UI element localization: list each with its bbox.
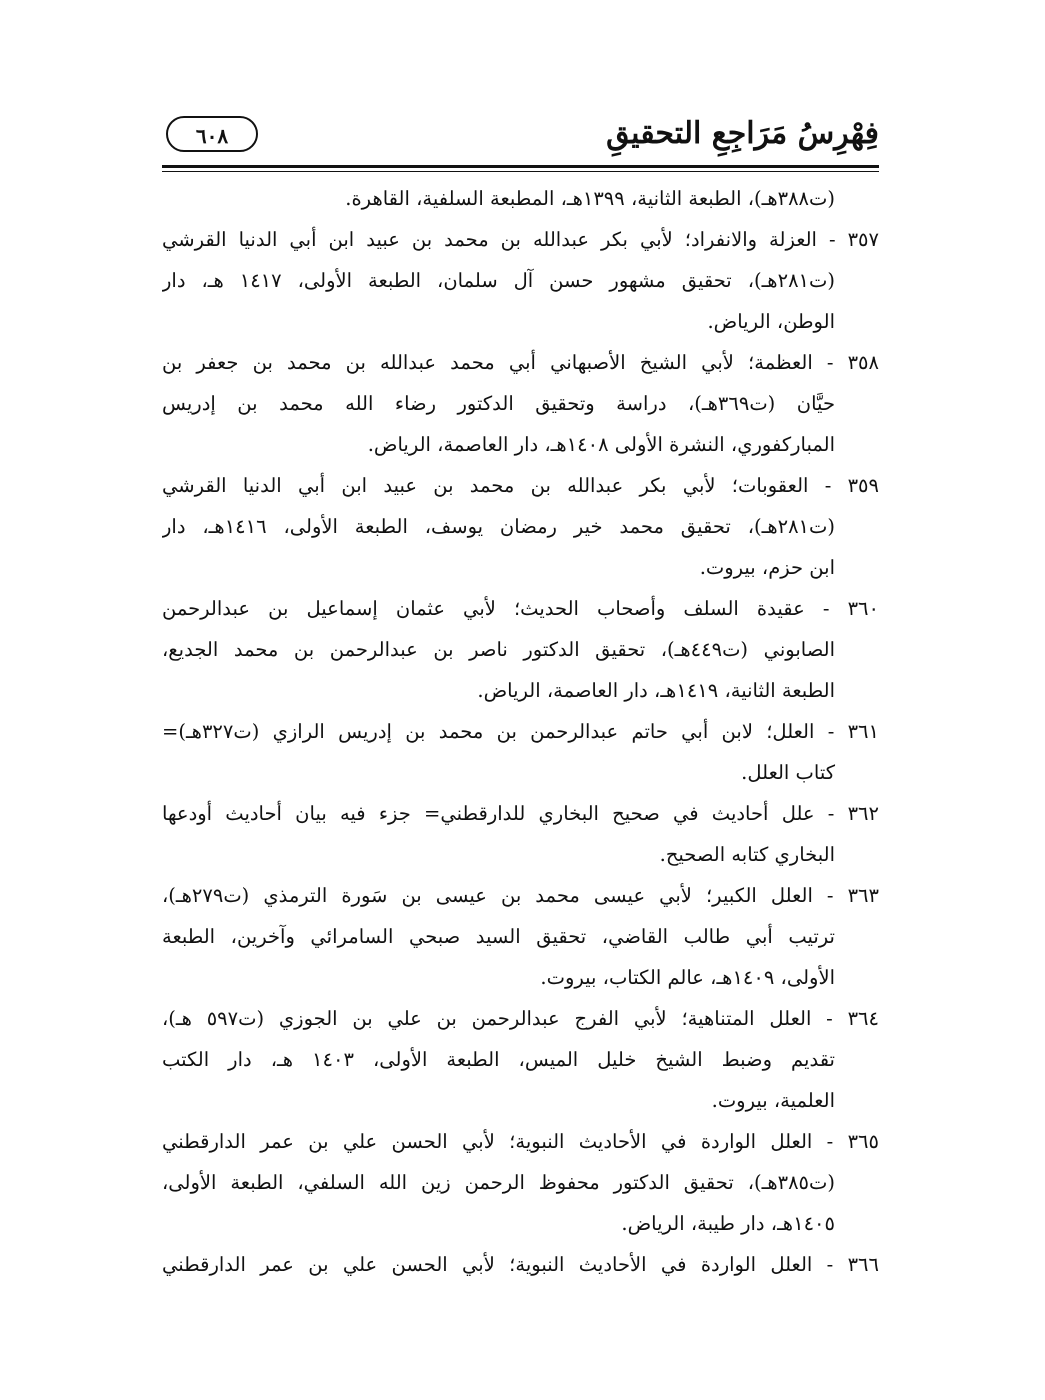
- header-rule-thin: [162, 171, 879, 172]
- header-rule-thick: [162, 165, 879, 168]
- entry-first-line: ٣٥٧ - العزلة والانفراد؛ لأبي بكر عبدالله بن محمد بن عبيد ابن أبي الدنيا القرشي: [162, 228, 879, 251]
- entry-first-line: ٣٥٨ - العظمة؛ لأبي الشيخ الأصبهاني أبي محمد عبدالله بن محمد بن جعفر بن: [162, 351, 879, 374]
- entry-continuation-line: ترتيب أبي طالب القاضي، تحقيق السيد صبحي السامرائي وآخرين، الطبعة: [162, 925, 835, 948]
- entry-continuation-line: الطبعة الثانية، ١٤١٩هـ، دار العاصمة، الرياض.: [477, 679, 835, 702]
- entry-first-line: ٣٦٥ - العلل الواردة في الأحاديث النبوية؛ لأبي الحسن علي بن عمر الدارقطني: [162, 1130, 879, 1153]
- entry-continuation-line: (ت٣٨٨هـ)، الطبعة الثانية، ١٣٩٩هـ، المطبعة السلفية، القاهرة.: [345, 187, 835, 210]
- entry-first-line: ٣٥٩ - العقوبات؛ لأبي بكر عبدالله بن محمد بن عبيد ابن أبي الدنيا القرشي: [162, 474, 879, 497]
- entry-continuation-line: البخاري كتابه الصحيح.: [659, 843, 835, 866]
- entry-first-line: ٣٦٢ - علل أحاديث في صحيح البخاري للدارقطني= جزء فيه بيان أحاديث أودعها: [162, 802, 879, 825]
- entry-continuation-line: المباركفوري، النشرة الأولى ١٤٠٨هـ، دار العاصمة، الرياض.: [367, 433, 835, 456]
- entry-continuation-line: ١٤٠٥هـ، دار طيبة، الرياض.: [621, 1212, 835, 1235]
- bibliography-list: [162, 178, 879, 1285]
- entry-first-line: ٣٦٠ - عقيدة السلف وأصحاب الحديث؛ لأبي عثمان إسماعيل بن عبدالرحمن: [162, 597, 879, 620]
- entry-continuation-line: الصابوني (ت٤٤٩هـ)، تحقيق الدكتور ناصر بن عبدالرحمن بن محمد الجديع،: [162, 638, 835, 661]
- header-title: فِهْرِسُ مَرَاجِعِ التحقيقِ: [606, 116, 879, 151]
- running-header: [162, 106, 879, 164]
- entry-continuation-line: كتاب العلل.: [741, 761, 835, 784]
- entry-continuation-line: (ت٢٨١هـ)، تحقيق محمد خير رمضان يوسف، الطبعة الأولى، ١٤١٦هـ، دار: [162, 515, 835, 538]
- entry-continuation-line: حيَّان (ت٣٦٩هـ)، دراسة وتحقيق الدكتور رضاء الله محمد بن إدريس: [162, 392, 835, 415]
- entry-continuation-line: الوطن، الرياض.: [707, 310, 835, 333]
- entry-continuation-line: العلمية، بيروت.: [711, 1089, 835, 1112]
- entry-continuation-line: تقديم وضبط الشيخ خليل الميس، الطبعة الأولى، ١٤٠٣ هـ، دار الكتب: [162, 1048, 835, 1071]
- entry-first-line: ٣٦٤ - العلل المتناهية؛ لأبي الفرج عبدالرحمن بن علي بن الجوزي (ت٥٩٧ هـ)،: [162, 1007, 879, 1030]
- entry-continuation-line: (ت٣٨٥هـ)، تحقيق الدكتور محفوظ الرحمن زين الله السلفي، الطبعة الأولى،: [162, 1171, 835, 1194]
- entry-first-line: ٣٦١ - العلل؛ لابن أبي حاتم عبدالرحمن بن محمد بن إدريس الرازي (ت٣٢٧هـ)=: [162, 720, 879, 743]
- entry-continuation-line: الأولى، ١٤٠٩هـ، عالم الكتاب، بيروت.: [540, 966, 835, 989]
- entry-continuation-line: (ت٢٨١هـ)، تحقيق مشهور حسن آل سلمان، الطبعة الأولى، ١٤١٧ هـ، دار: [162, 269, 835, 292]
- entry-continuation-line: ابن حزم، بيروت.: [699, 556, 835, 579]
- page-number: ٦٠٨: [166, 116, 258, 152]
- entry-first-line: ٣٦٦ - العلل الواردة في الأحاديث النبوية؛ لأبي الحسن علي بن عمر الدارقطني: [162, 1253, 879, 1276]
- entry-first-line: ٣٦٣ - العلل الكبير؛ لأبي عيسى محمد بن عيسى بن سَورة الترمذي (ت٢٧٩هـ)،: [162, 884, 879, 907]
